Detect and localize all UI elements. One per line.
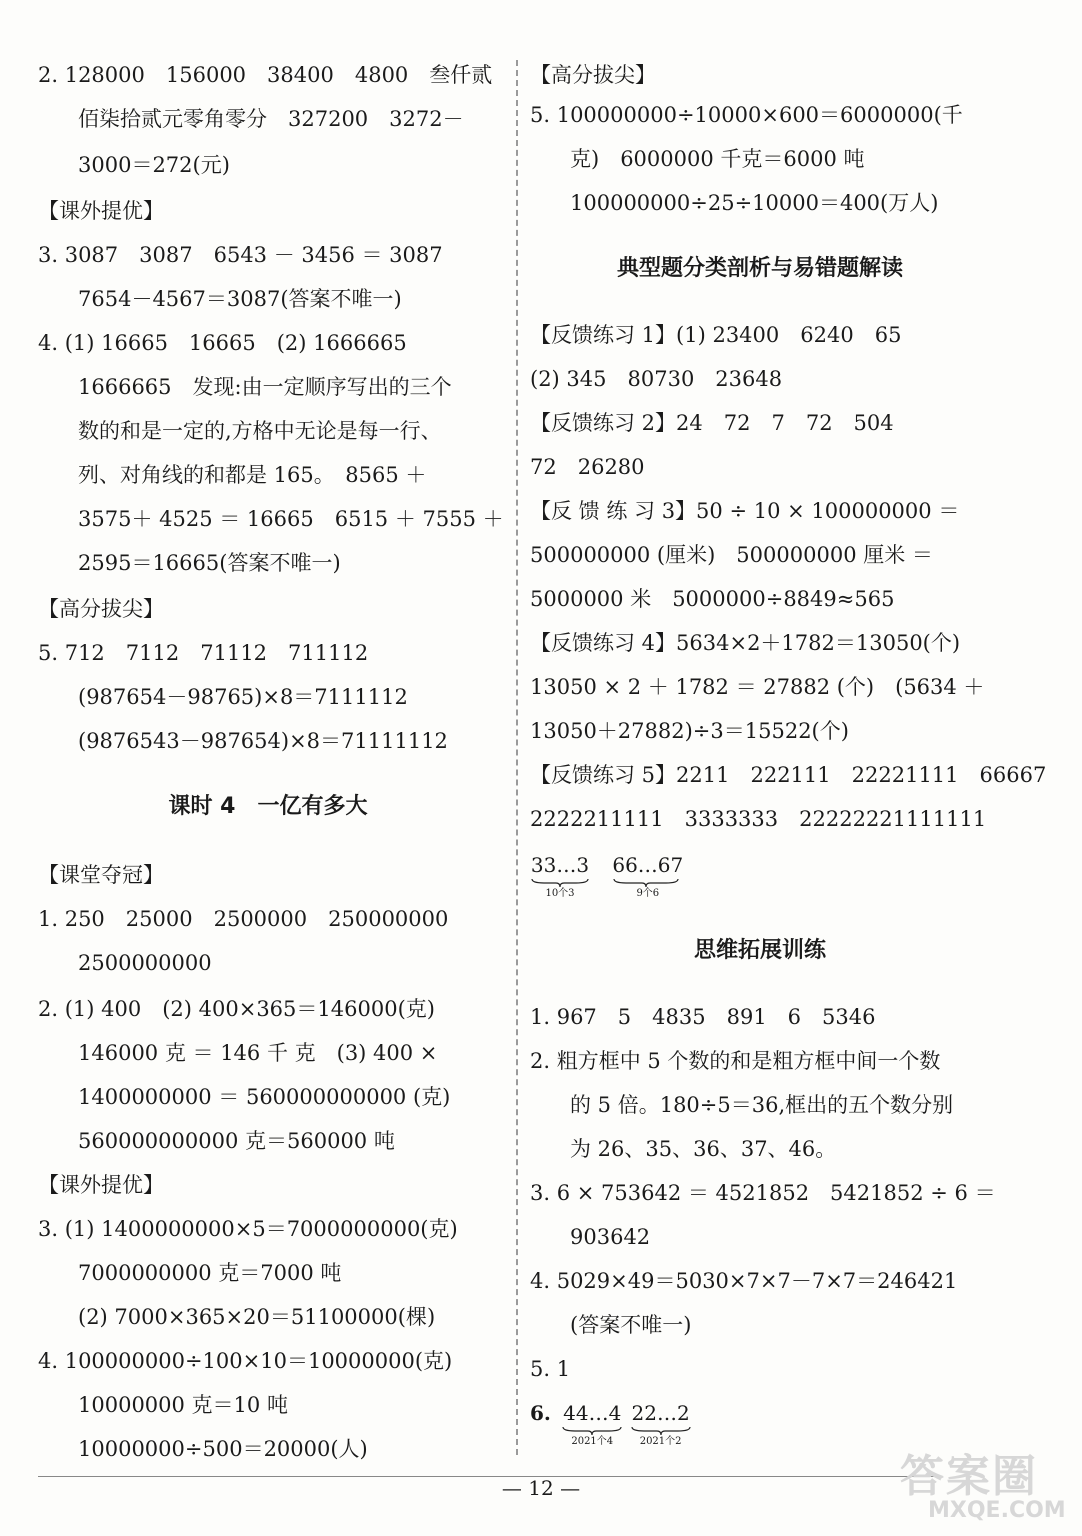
text-line: 2. (1) 400 (2) 400×365＝146000(克) [38,997,435,1021]
text-line: 1. 967 5 4835 891 6 5346 [530,1005,876,1029]
underbrace [612,878,682,888]
text-line: 2222211111 3333333 22222221111111 [530,807,987,831]
text-line: 5000000 米 5000000÷8849≈565 [530,587,895,611]
text-line: 4. 5029×49＝5030×7×7－7×7＝246421 [530,1269,958,1293]
text-line: 克) 6000000 千克＝6000 吨 [570,147,865,171]
brace-count: 2021个4 [571,1436,614,1447]
text-line: 为 26、35、36、37、46。 [570,1137,837,1161]
column-divider [516,60,518,1455]
brace-group [561,1400,623,1448]
brace-count: 9个6 [636,888,660,899]
text-line: 500000000 (厘米) 500000000 厘米 ＝ [530,543,933,567]
text-line: 【反馈练习 5】2211 222111 22221111 66667 [530,763,1047,787]
text-line: 4. 100000000÷100×10＝10000000(克) [38,1349,453,1373]
text-line: (2) 7000×365×20＝51100000(棵) [78,1305,436,1329]
section-label: 【课外提优】 [38,199,164,223]
brace-count: 2021个2 [639,1436,682,1447]
text-line: 560000000000 克＝560000 吨 [78,1129,395,1153]
text-line: 100000000÷25÷10000＝400(万人) [570,191,939,215]
brace-group [530,852,590,900]
text-line: 7000000000 克＝7000 吨 [78,1261,342,1285]
page-number: — 12 — [501,1476,581,1500]
brace-expression [530,1400,708,1448]
text-line: 【反 馈 练 习 3】50 ÷ 10 × 100000000 ＝ [530,499,960,523]
lesson-title: 课时 4 一亿有多大 [168,794,368,819]
text-line: 4. (1) 16665 16665 (2) 1666665 [38,331,407,355]
brace-group [630,1400,692,1448]
text-line: 5. 712 7112 71112 711112 [38,641,369,665]
text-line: 7654－4567＝3087(答案不唯一) [78,287,402,311]
text-line: 1. 250 25000 2500000 250000000 [38,907,449,931]
brace-expression [530,852,699,900]
text-line: 146000 克 ＝ 146 千 克 (3) 400 × [78,1041,438,1065]
text-line: (987654－98765)×8＝7111112 [78,685,408,709]
text-line: 2500000000 [78,951,212,975]
text-line: 3000＝272(元) [78,153,230,177]
text-line: 1400000000 ＝ 560000000000 (克) [78,1085,451,1109]
text-line: 3. 6 × 753642 ＝ 4521852 5421852 ÷ 6 ＝ [530,1181,996,1205]
text-line: (答案不唯一) [570,1313,692,1337]
text-line: 数的和是一定的,方格中无论是每一行、 [78,419,442,443]
underbrace [530,878,590,888]
text-line: (9876543－987654)×8＝71111112 [78,729,448,753]
text-line: 10000000 克＝10 吨 [78,1393,288,1417]
text-line: 903642 [570,1225,651,1249]
text-line: 【反馈练习 1】(1) 23400 6240 65 [530,323,902,347]
section-label: 【高分拔尖】 [530,63,656,87]
brace-count: 10个3 [545,888,575,899]
watermark-logo: 答案圈 [900,1451,1038,1502]
section-title: 思维拓展训练 [693,938,826,963]
underbrace [630,1426,692,1436]
text-line: 佰柒拾贰元零角零分 327200 3272－ [78,107,464,131]
text-line: 2595＝16665(答案不唯一) [78,551,341,575]
brace-number: 44…4 [563,1401,622,1425]
text-line: 列、对角线的和都是 165。 8565 ＋ [78,463,427,487]
brace-group [612,852,683,900]
text-line: 3. 3087 3087 6543 － 3456 ＝ 3087 [38,243,443,267]
section-label: 【高分拔尖】 [38,597,164,621]
text-line: 72 26280 [530,455,645,479]
brace-number: 66…67 [612,853,684,877]
section-title: 典型题分类剖析与易错题解读 [616,256,903,281]
brace-number: 22…2 [631,1401,690,1425]
text-line: 5. 1 [530,1357,571,1381]
question-number: 6. [530,1401,551,1425]
text-line: 【反馈练习 2】24 72 7 72 504 [530,411,894,435]
section-label: 【课堂夺冠】 [38,863,164,887]
text-line: (2) 345 80730 23648 [530,367,783,391]
text-line: 1666665 发现:由一定顺序写出的三个 [78,375,452,399]
text-line: 3. (1) 1400000000×5＝7000000000(克) [38,1217,458,1241]
text-line: 13050 × 2 ＋ 1782 ＝ 27882 (个) (5634 ＋ [530,675,985,699]
text-line: 5. 100000000÷10000×600＝6000000(千 [530,103,963,127]
brace-number: 33…3 [530,853,590,877]
underbrace [561,1426,623,1436]
text-line: 2. 128000 156000 38400 4800 叁仟贰 [38,63,493,87]
text-line: 3575＋ 4525 ＝ 16665 6515 ＋ 7555 ＋ [78,507,504,531]
text-line: 10000000÷500＝20000(人) [78,1437,368,1461]
watermark-url: MXQE.COM [928,1498,1066,1523]
text-line: 的 5 倍。180÷5＝36,框出的五个数分别 [570,1093,954,1117]
text-line: 2. 粗方框中 5 个数的和是粗方框中间一个数 [530,1049,941,1073]
text-line: 13050＋27882)÷3＝15522(个) [530,719,849,743]
section-label: 【课外提优】 [38,1173,164,1197]
text-line: 【反馈练习 4】5634×2＋1782＝13050(个) [530,631,961,655]
